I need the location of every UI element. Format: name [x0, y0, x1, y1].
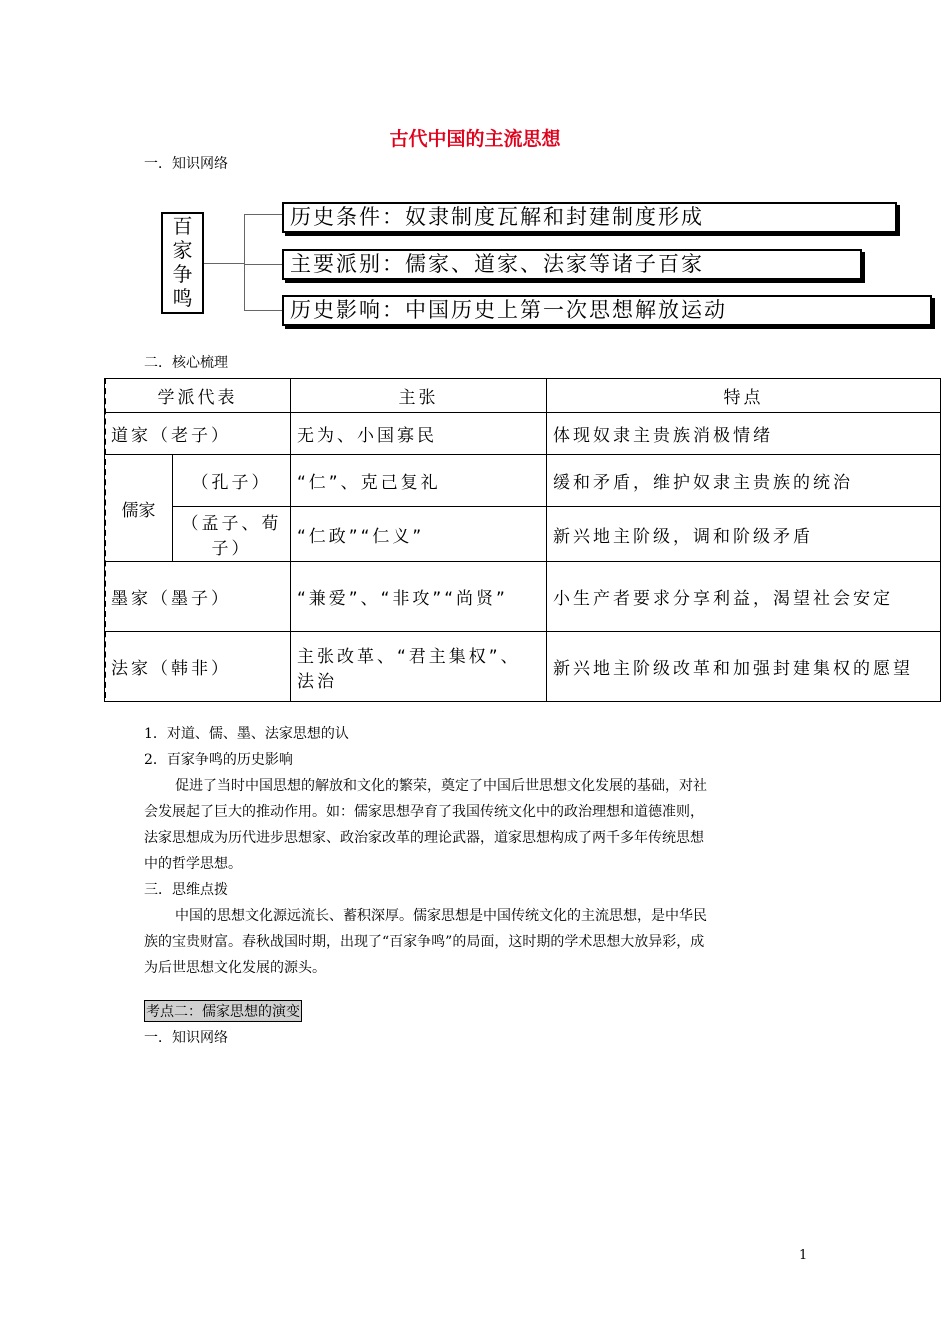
school-cell: 法家（韩非）	[105, 632, 291, 702]
schools-table	[104, 378, 941, 698]
diagram-root	[161, 212, 204, 314]
list-item: 2．百家争鸣的历史影响	[144, 752, 293, 768]
paragraph-line: 中国的思想文化源远流长、蓄积深厚。儒家思想是中国传统文化的主流思想，是中华民	[175, 908, 707, 924]
table-header-row	[105, 379, 941, 413]
list-item: 1．对道、儒、墨、法家思想的认	[144, 726, 349, 742]
person-cell: （孟子、荀子）	[173, 507, 291, 562]
feature-cell: 缓和矛盾，维护奴隶主贵族的统治	[547, 455, 941, 507]
table-row	[105, 632, 941, 702]
paragraph-line: 法家思想成为历代进步思想家、政治家改革的理论武器，道家思想构成了两千多年传统思想	[144, 830, 704, 846]
table-header: 特点	[547, 379, 941, 413]
branch-box: 历史条件：奴隶制度瓦解和封建制度形成	[282, 202, 897, 233]
section-heading: 一．知识网络	[144, 1030, 228, 1046]
table-row	[105, 413, 941, 455]
connector-line	[244, 214, 245, 310]
claim-cell: “仁”、克己复礼	[291, 455, 547, 507]
branch-box: 主要派别：儒家、道家、法家等诸子百家	[282, 249, 862, 280]
table-header: 学派代表	[105, 379, 291, 413]
table-row	[105, 507, 941, 562]
claim-cell: “兼爱”、“非攻”“尚贤”	[291, 562, 547, 632]
root-char: 百	[172, 214, 193, 238]
claim-cell: 主张改革、“君主集权”、法治	[291, 632, 547, 702]
connector-line	[244, 310, 282, 311]
paragraph-line: 中的哲学思想。	[144, 856, 242, 872]
connector-line	[244, 264, 282, 265]
table-row	[105, 455, 941, 507]
paragraph-line: 族的宝贵财富。春秋战国时期，出现了“百家争鸣”的局面，这时期的学术思想大放异彩，成	[144, 934, 705, 950]
feature-cell: 小生产者要求分享利益，渴望社会安定	[547, 562, 941, 632]
school-cell: 道家（老子）	[105, 413, 291, 455]
page-title: 古代中国的主流思想	[389, 128, 561, 150]
branch-box: 历史影响：中国历史上第一次思想解放运动	[282, 295, 932, 326]
paragraph-line: 为后世思想文化发展的源头。	[144, 960, 326, 976]
connector-line	[244, 214, 282, 215]
root-char: 争	[172, 262, 193, 286]
feature-cell: 新兴地主阶级，调和阶级矛盾	[547, 507, 941, 562]
school-cell: 儒家	[105, 455, 173, 562]
table-header: 主张	[291, 379, 547, 413]
claim-cell: “仁政”“仁义”	[291, 507, 547, 562]
kaodian-heading: 考点二：儒家思想的演变	[144, 1000, 302, 1022]
page-number: 1	[799, 1248, 808, 1263]
paragraph-line: 促进了当时中国思想的解放和文化的繁荣，奠定了中国后世思想文化发展的基础，对社	[175, 778, 707, 794]
section-heading: 一．知识网络	[144, 156, 228, 172]
root-char: 家	[172, 238, 193, 262]
feature-cell: 体现奴隶主贵族消极情绪	[547, 413, 941, 455]
claim-cell: 无为、小国寡民	[291, 413, 547, 455]
section-heading: 二．核心梳理	[144, 355, 228, 371]
person-cell: （孔子）	[173, 455, 291, 507]
paragraph-line: 会发展起了巨大的推动作用。如：儒家思想孕育了我国传统文化中的政治理想和道德准则，	[144, 804, 704, 820]
section-heading: 三．思维点拨	[144, 882, 228, 898]
connector-line	[204, 263, 244, 264]
table-row	[105, 562, 941, 632]
feature-cell: 新兴地主阶级改革和加强封建集权的愿望	[547, 632, 941, 702]
root-char: 鸣	[172, 286, 193, 310]
school-cell: 墨家（墨子）	[105, 562, 291, 632]
